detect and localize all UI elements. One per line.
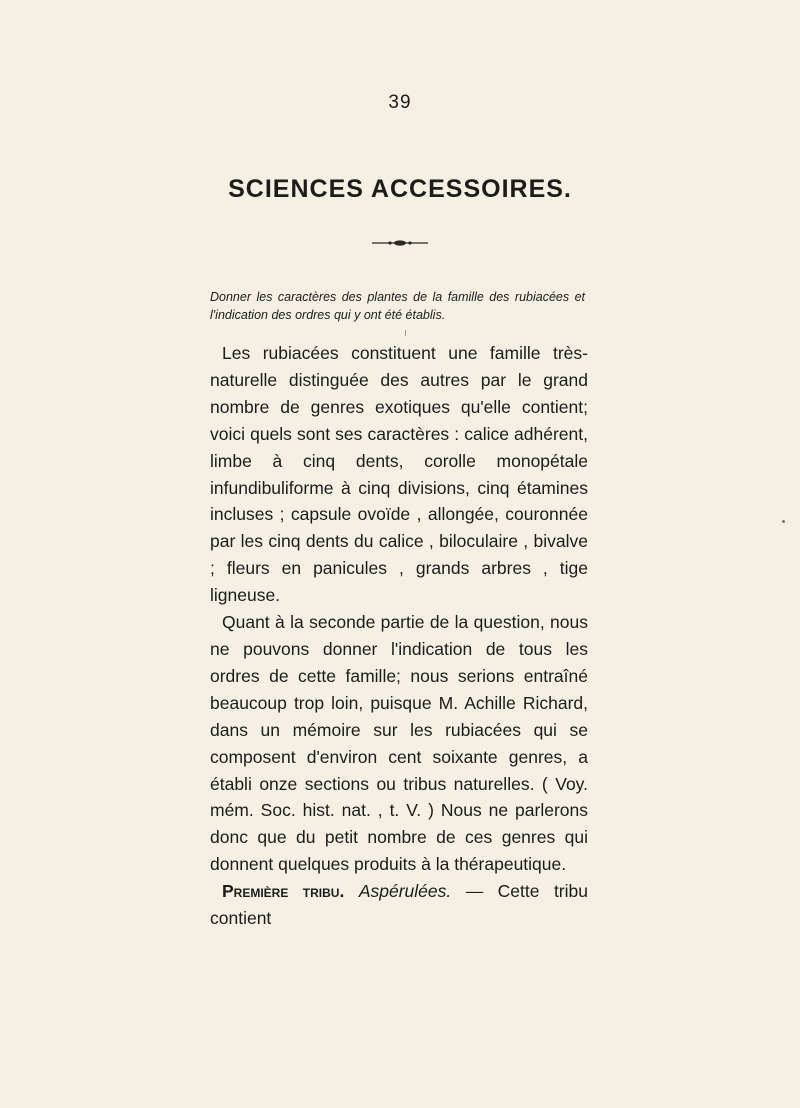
section-title: SCIENCES ACCESSOIRES. (228, 175, 572, 203)
body-text (210, 340, 588, 932)
paragraph-orders: Quant à la seconde partie de la question, nous ne pouvons donner l'indication de tous les ordres de cette famille; nous serions entraîné beaucoup trop loin, puisque M. Achille Richard, dans un mémoire sur les rubiacées qui se composent d'environ cent soixante genres, a établi onze sections ou tribus naturelles. ( Voy. mém. Soc. hist. nat. , t. V. ) Nous ne parlerons donc que du petit nombre de ces genres qui donnent quelques produits à la thérapeutique. (210, 612, 588, 875)
tribe-label: Première tribu. (222, 881, 345, 902)
page-number: 39 (388, 92, 412, 113)
paragraph-characters: Les rubiacées constituent une famille très-naturelle distinguée des autres par le grand nombre de genres exotiques qu'elle contient; voici quels sont ses caractères : calice adhérent, limbe à cinq dents, corolle monopétale infundibuliforme à cinq divisions, cinq étamines incluses ; capsule ovoïde , allongée, couronnée par les cinq dents du calice , biloculaire , bivalve ; fleurs en panicules , grands arbres , tige ligneuse. (210, 343, 588, 606)
exam-question: Donner les caractères des plantes de la famille des rubiacées et l'indication des ordres qui y ont été établis. (210, 290, 585, 322)
tribe-text: — Cette tribu contient (210, 881, 588, 929)
paper-speck (782, 520, 785, 523)
paragraph-first-tribe (210, 878, 588, 932)
ornament-divider (370, 237, 430, 249)
tribe-name: Aspérulées. (358, 881, 452, 902)
paper-speck (405, 330, 406, 336)
